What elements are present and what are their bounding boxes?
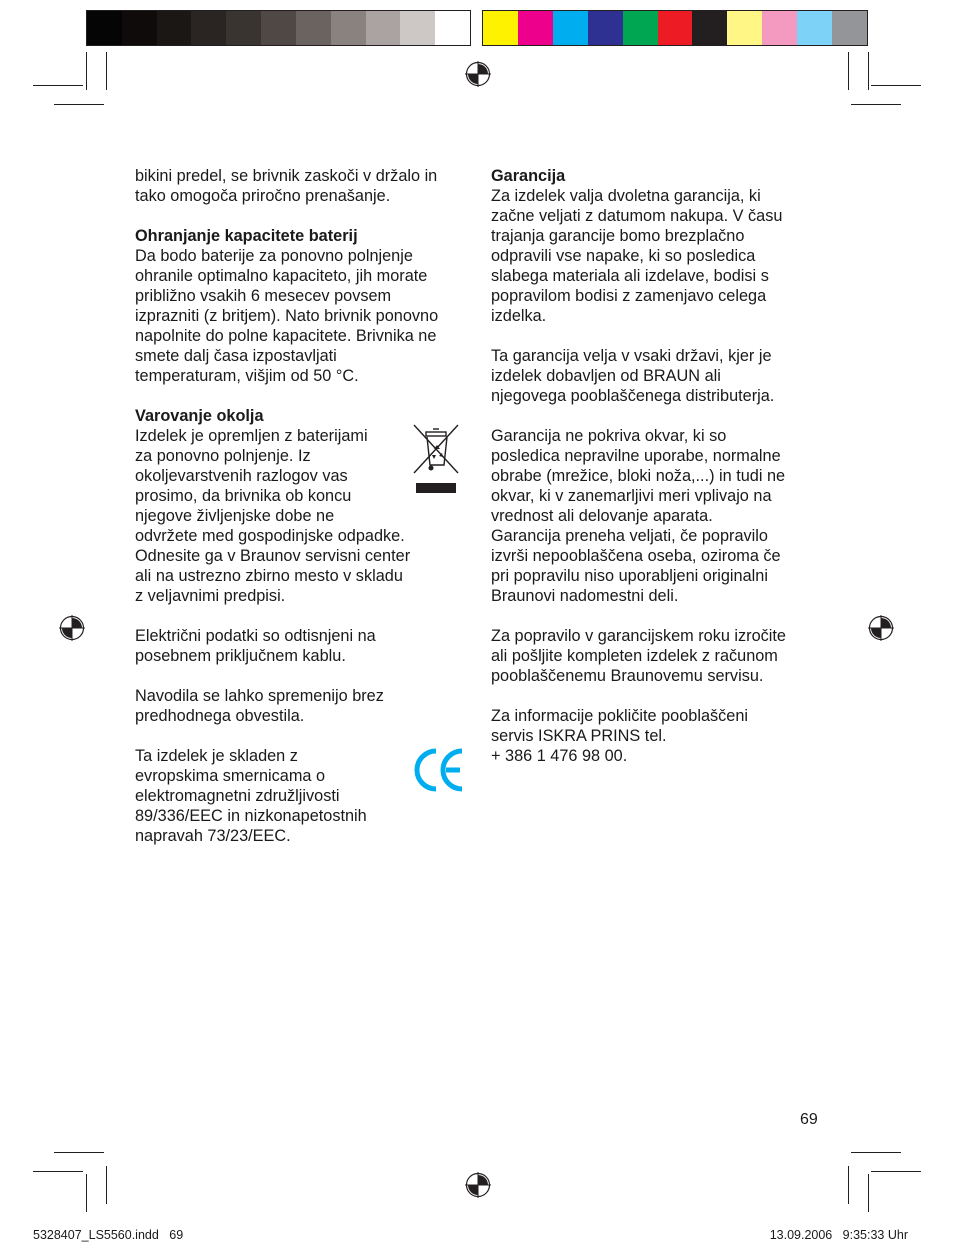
crop-mark xyxy=(86,52,87,90)
intro-paragraph: bikini predel, se brivnik zaskoči v držalo in tako omogoča priročno prenašanje. xyxy=(135,167,438,205)
crop-mark xyxy=(851,1152,901,1153)
gray-swatch-7 xyxy=(296,11,331,45)
gray-swatch-6 xyxy=(261,11,296,45)
color-swatch-2 xyxy=(518,11,553,45)
crop-mark xyxy=(106,1166,107,1204)
notice-paragraph: Navodila se lahko spremenijo brez predhodnega obvestila. xyxy=(135,687,384,725)
gray-swatch-5 xyxy=(226,11,261,45)
gray-swatch-3 xyxy=(157,11,192,45)
crossed-out-wheelie-bin-icon xyxy=(412,423,460,498)
gray-swatch-1 xyxy=(87,11,122,45)
color-swatch-9 xyxy=(762,11,797,45)
warranty-paragraph: Za izdelek valja dvoletna garancija, ki začne veljati z datumom nakupa. V času trajanja garancije bomo brezplačno odpravili vse napake, ki so posledica slabega materiala ali izdelave, bodisi s popravilom bodisi z zamenjavo celega izdelka. xyxy=(491,187,783,325)
registration-target-icon xyxy=(465,1172,491,1198)
right-text-column xyxy=(491,166,826,786)
crop-mark xyxy=(33,85,83,86)
registration-target-icon xyxy=(59,615,85,641)
color-calibration-bar xyxy=(482,10,868,46)
color-swatch-1 xyxy=(483,11,518,45)
registration-target-icon xyxy=(465,61,491,87)
crop-mark xyxy=(86,1174,87,1212)
color-swatch-7 xyxy=(692,11,727,45)
crop-mark xyxy=(54,1152,104,1153)
gray-swatch-2 xyxy=(122,11,157,45)
gray-swatch-8 xyxy=(331,11,366,45)
footer-file-name: 5328407_LS5560.indd 69 xyxy=(33,1228,184,1242)
color-swatch-3 xyxy=(553,11,588,45)
ce-mark-icon xyxy=(413,747,465,793)
footer-timestamp: 13.09.2006 9:35:33 Uhr xyxy=(769,1228,908,1242)
compliance-paragraph: Ta izdelek je skladen z evropskima smernicama o elektromagnetni združljivosti 89/336/EEC in nizkonapetostnih napravah 73/23/EEC. xyxy=(135,747,367,845)
crop-mark xyxy=(868,1174,869,1212)
crop-mark xyxy=(848,52,849,90)
crop-mark xyxy=(871,1171,921,1172)
color-swatch-10 xyxy=(797,11,832,45)
gray-swatch-4 xyxy=(191,11,226,45)
registration-target-icon xyxy=(868,615,894,641)
countries-paragraph: Ta garancija velja v vsaki državi, kjer je izdelek dobavljen od BRAUN ali njegovega pooblaščenega distributerja. xyxy=(491,347,775,405)
environment-paragraph: Izdelek je opremljen z baterijami za ponovno polnjenje. Iz okoljevarstvenih razlogov vas prosimo, da brivnika ob koncu njegove življenjske dobe ne odvržete med gospodinjske odpadke. Odnesite ga v Braunov servisni center ali na ustrezno zbirno mesto v skladu z veljavnimi predpisi. xyxy=(135,427,411,605)
crop-mark xyxy=(851,104,901,105)
color-swatch-5 xyxy=(623,11,658,45)
grayscale-calibration-bar xyxy=(86,10,471,46)
repair-paragraph: Za popravilo v garancijskem roku izročite ali pošljite kompleten izdelek z računom pooblaščenemu Braunovemu servisu. xyxy=(491,627,786,685)
battery-heading: Ohranjanje kapacitete baterij xyxy=(135,227,358,245)
color-swatch-11 xyxy=(832,11,867,45)
crop-mark xyxy=(106,52,107,90)
environment-heading: Varovanje okolja xyxy=(135,407,264,425)
contact-paragraph: Za informacije pokličite pooblaščeni servis ISKRA PRINS tel. + 386 1 476 98 00. xyxy=(491,707,749,765)
electrical-paragraph: Električni podatki so odtisnjeni na posebnem priključnem kablu. xyxy=(135,627,376,665)
gray-swatch-11 xyxy=(435,11,470,45)
crop-mark xyxy=(871,85,921,86)
gray-swatch-10 xyxy=(400,11,435,45)
crop-mark xyxy=(54,104,104,105)
warranty-heading: Garancija xyxy=(491,167,566,185)
battery-paragraph: Da bodo baterije za ponovno polnjenje ohranile optimalno kapaciteto, jih morate približno vsakih 6 mesecev povsem izprazniti (z britjem). Nato brivnik ponovno napolnite do polne kapacitete. Brivnika ne smete dalj časa izpostavljati temperaturam, višjim od 50 °C. xyxy=(135,247,439,385)
color-swatch-4 xyxy=(588,11,623,45)
color-swatch-8 xyxy=(727,11,762,45)
crop-mark xyxy=(868,52,869,90)
crop-mark xyxy=(848,1166,849,1204)
gray-swatch-9 xyxy=(366,11,401,45)
crop-mark xyxy=(33,1171,83,1172)
color-swatch-6 xyxy=(658,11,693,45)
exclusions-paragraph: Garancija ne pokriva okvar, ki so posledica nepravilne uporabe, normalne obrabe (mrežice, bloki noža,...) in tudi ne okvar, ki v zanemarljivi meri vplivajo na vrednost ali delovanje aparata. Garancija preneha veljati, če popravilo izvrši nepooblaščena oseba, oziroma če pri popravilu niso uporabljeni originalni Braunovi nadomestni deli. xyxy=(491,427,786,605)
page-number: 69 xyxy=(800,1111,818,1128)
